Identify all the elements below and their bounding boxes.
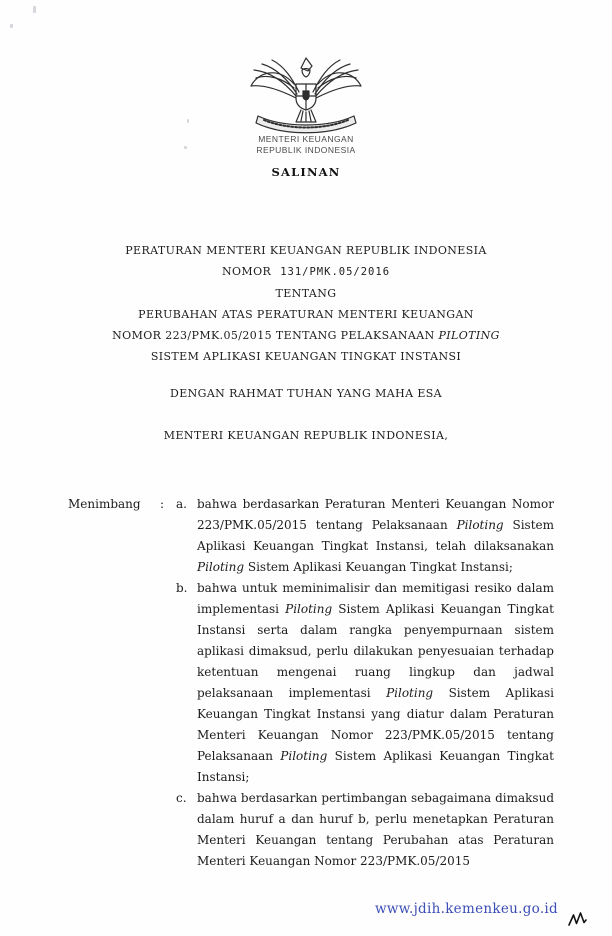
menimbang-item-a [176,494,554,578]
title-line-regulation: PERATURAN MENTERI KEUANGAN REPUBLIK INDONESIA [125,244,487,257]
nomor-value: 131/PMK.05/2016 [280,266,391,278]
item-marker: c. [176,791,187,805]
jdih-website-url: www.jdih.kemenkeu.go.id [375,901,558,917]
item-marker: b. [176,581,188,595]
title-line-subject-1: PERUBAHAN ATAS PERATURAN MENTERI KEUANGAN [138,308,474,321]
item-marker: a. [176,497,187,511]
authority-line: MENTERI KEUANGAN REPUBLIK INDONESIA, [163,429,449,442]
title-line-subject-3: SISTEM APLIKASI KEUANGAN TINGKAT INSTANSI [150,350,462,363]
nomor-label: NOMOR [221,265,272,278]
item-text: bahwa berdasarkan pertimbangan sebagaimana dimaksud dalam huruf a dan huruf b, perlu menetapkan Peraturan Menteri Keuangan tentang Perubahan atas Peraturan Menteri Keuangan Nomor 223/PMK.05/2015 [197,791,554,868]
scan-speck [33,6,36,13]
menimbang-label: Menimbang [68,497,141,511]
menimbang-colon: : [160,497,165,511]
menimbang-section [68,494,554,872]
ministry-name-line2: REPUBLIK INDONESIA [256,145,356,155]
title-line-tentang: TENTANG [275,287,337,300]
title-line-subject-2: NOMOR 223/PMK.05/2015 TENTANG PELAKSANAAN PILOTING [112,329,500,342]
garuda-pancasila-emblem [244,54,368,134]
item-text: bahwa berdasarkan Peraturan Menteri Keuangan Nomor 223/PMK.05/2015 tentang Pelaksanaan Piloting Sistem Aplikasi Keuangan Tingkat Instansi, telah dilaksanakan Piloting Sistem Aplikasi Keuangan Tingkat Instansi; [197,497,554,574]
handwritten-initial-mark [568,912,587,927]
menimbang-item-b [176,578,554,788]
menimbang-item-c [176,788,554,872]
title-line-nomor [30,261,582,283]
invocation-line: DENGAN RAHMAT TUHAN YANG MAHA ESA [169,387,443,400]
scan-speck [10,24,13,28]
ministry-name-line1: MENTERI KEUANGAN [258,134,354,144]
regulation-title-block [30,240,582,367]
item-text: bahwa untuk meminimalisir dan memitigasi resiko dalam implementasi Piloting Sistem Aplikasi Keuangan Tingkat Instansi serta dalam rangka penyempurnaan sistem aplikasi dimaksud, perlu dilakukan penyesuaian terhadap ketentuan mengenai ruang lingkup dan jadwal pelaksanaan implementasi Piloting Sistem Aplikasi Keuangan Tingkat Instansi yang diatur dalam Peraturan Menteri Keuangan Nomor 223/PMK.05/2015 tentang Pelaksanaan Piloting Sistem Aplikasi Keuangan Tingkat Instansi; [197,581,554,784]
copy-stamp-label: SALINAN [271,165,341,179]
letterhead [0,54,612,179]
menimbang-items [176,494,554,872]
